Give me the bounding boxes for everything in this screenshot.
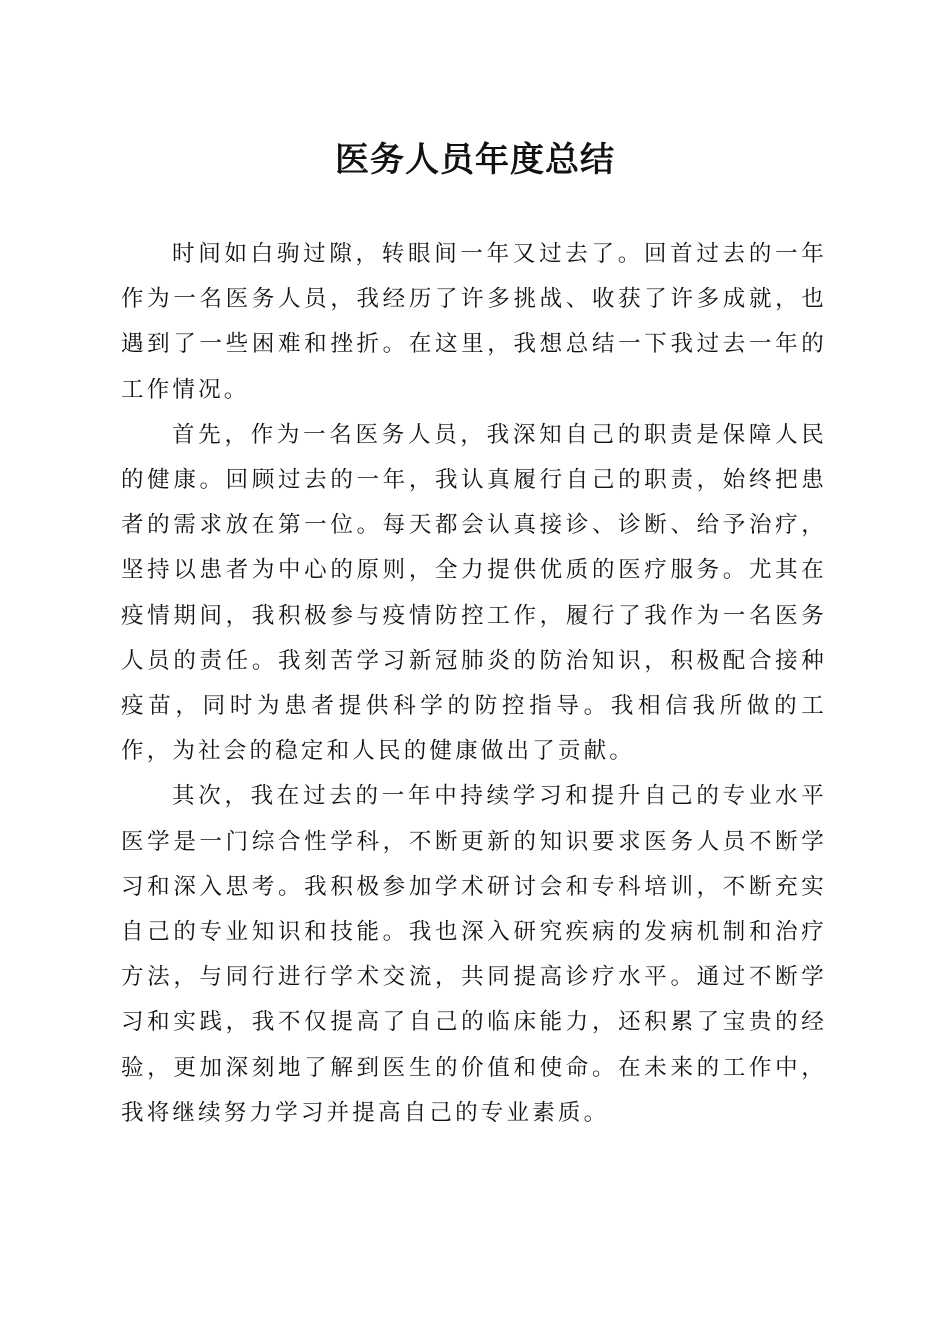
document-title: 医务人员年度总结 bbox=[335, 140, 615, 180]
document-body bbox=[121, 232, 827, 1136]
paragraph-3: 其次，我在过去的一年中持续学习和提升自己的专业水平医学是一门综合性学科，不断更新的知识要求医务人员不断学习和深入思考。我积极参加学术研讨会和专科培训，不断充实自己的专业知识和技能。我也深入研究疾病的发病机制和治疗方法，与同行进行学术交流，共同提高诊疗水平。通过不断学习和实践，我不仅提高了自己的临床能力，还积累了宝贵的经验，更加深刻地了解到医生的价值和使命。在未来的工作中，我将继续努力学习并提高自己的专业素质。 bbox=[121, 783, 827, 1126]
paragraph-2: 首先，作为一名医务人员，我深知自己的职责是保障人民的健康。回顾过去的一年，我认真履行自己的职责，始终把患者的需求放在第一位。每天都会认真接诊、诊断、给予治疗，坚持以患者为中心的原则，全力提供优质的医疗服务。尤其在疫情期间，我积极参与疫情防控工作，履行了我作为一名医务人员的责任。我刻苦学习新冠肺炎的防治知识，积极配合接种疫苗，同时为患者提供科学的防控指导。我相信我所做的工作，为社会的稳定和人民的健康做出了贡献。 bbox=[121, 421, 827, 765]
paragraph-1: 时间如白驹过隙，转眼间一年又过去了。回首过去的一年作为一名医务人员，我经历了许多挑战、收获了许多成就，也遇到了一些困难和挫折。在这里，我想总结一下我过去一年的工作情况。 bbox=[121, 241, 827, 403]
